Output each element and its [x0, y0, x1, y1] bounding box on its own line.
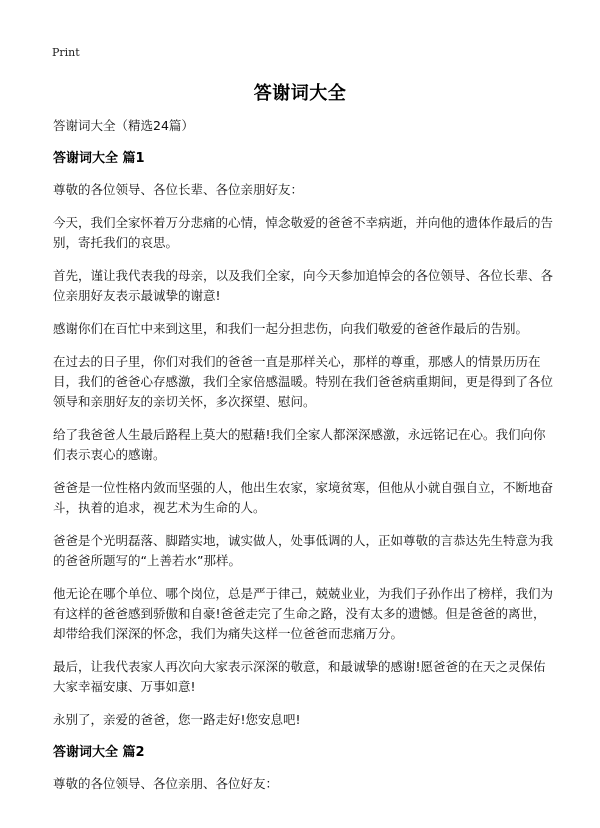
section-heading: 答谢词大全 篇1: [53, 151, 145, 166]
paragraph: 尊敬的各位领导、各位长辈、各位亲朋好友：: [53, 182, 304, 197]
paragraph: 给了我爸爸人生最后路程上莫大的慰藉!我们全家人都深深感激，永远铭记在心。我们向你们表示衷心的感谢。: [53, 427, 546, 462]
print-link[interactable]: Print: [52, 46, 80, 59]
paragraph: 最后，让我代表家人再次向大家表示深深的敬意，和最诚挚的感谢!愿爸爸的在天之灵保佑大家幸福安康、万事如意!: [53, 659, 546, 694]
page-title: 答谢词大全: [253, 83, 347, 104]
paragraph: 在过去的日子里，你们对我们的爸爸一直是那样关心，那样的尊重，那感人的情景历历在目，我们的爸爸心存感激，我们全家倍感温暖。特别在我们爸爸病重期间，更是得到了各位领导和亲朋好友的亲切关怀，多次探望、慰问。: [53, 354, 554, 409]
paragraph: 感谢你们在百忙中来到这里，和我们一起分担悲伤，向我们敬爱的爸爸作最后的告别。: [53, 321, 529, 336]
paragraph: 今天，我们全家怀着万分悲痛的心情，悼念敬爱的爸爸不幸病逝，并向他的遗体作最后的告别，寄托我们的哀思。: [53, 215, 554, 250]
paragraph: 爸爸是个光明磊落、脚踏实地，诚实做人，处事低调的人，正如尊敬的言恭达先生特意为我的爸爸所题写的“上善若水”那样。: [53, 533, 554, 568]
section-1: [53, 149, 553, 730]
section-heading: 答谢词大全 篇2: [53, 745, 145, 760]
paragraph: 爸爸是一位性格内敛而坚强的人，他出生农家，家境贫寒，但他从小就自强自立，不断地奋斗，执着的追求，视艺术为生命的人。: [53, 480, 554, 515]
paragraph: 尊敬的各位领导、各位亲朋、各位好友：: [53, 776, 279, 791]
document-subtitle: 答谢词大全（精选24篇）: [53, 118, 194, 133]
paragraph: 他无论在哪个单位、哪个岗位，总是严于律己，兢兢业业，为我们子孙作出了榜样，我们为有这样的爸爸感到骄傲和自豪!爸爸走完了生命之路，没有太多的遗憾。但是爸爸的离世，却带给我们深深的怀念，我们为痛失这样一位爸爸而悲痛万分。: [53, 586, 554, 641]
paragraph: 永别了，亲爱的爸爸，您一路走好!您安息吧!: [53, 712, 301, 727]
section-2: [53, 743, 553, 794]
document-body: [53, 116, 553, 807]
paragraph: 首先，谨让我代表我的母亲，以及我们全家，向今天参加追悼会的各位领导、各位长辈、各位亲朋好友表示最诚挚的谢意!: [53, 268, 554, 303]
